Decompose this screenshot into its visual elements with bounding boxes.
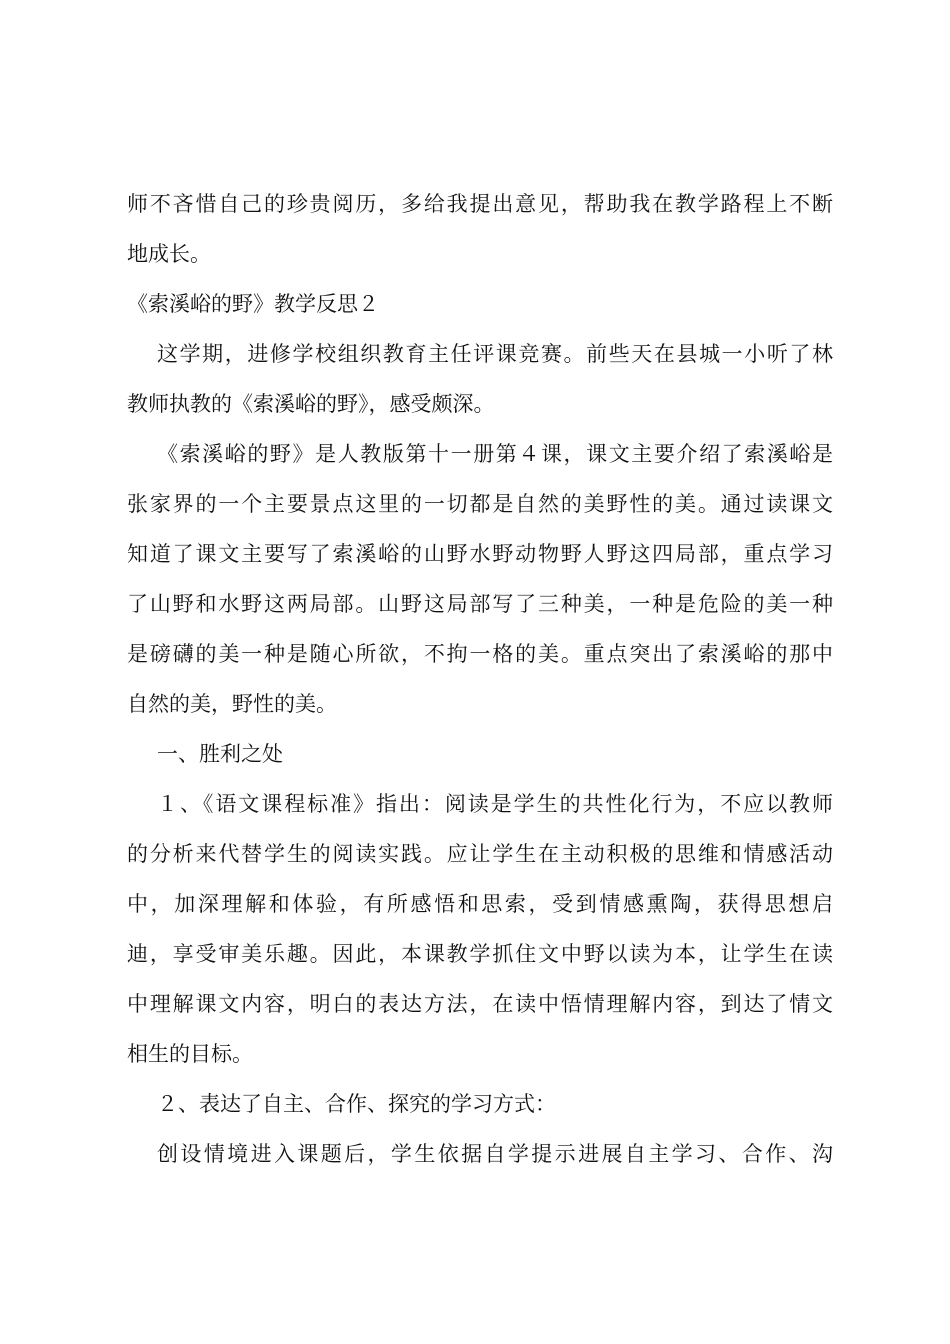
- text-line: [127, 1032, 833, 1082]
- text-line: [127, 332, 833, 382]
- text-line: [127, 382, 833, 432]
- text-line-content: 的分析来代替学生的阅读实践。应让学生在主动积极的思维和情感活动: [127, 842, 833, 866]
- text-line-content: 是磅礴的美一种是随心所欲，不拘一格的美。重点突出了索溪峪的那中: [127, 642, 833, 666]
- text-line: [127, 232, 833, 282]
- text-line-content: 迪，享受审美乐趣。因此，本课教学抓住文中野以读为本，让学生在读: [127, 942, 833, 966]
- text-line: [127, 982, 833, 1032]
- text-line-content: 知道了课文主要写了索溪峪的山野水野动物野人野这四局部，重点学习: [127, 542, 833, 566]
- text-line-content: 中，加深理解和体验，有所感悟和思索，受到情感熏陶，获得思想启: [127, 892, 833, 916]
- text-line: [127, 532, 833, 582]
- text-line-content: 地成长。: [127, 242, 211, 266]
- text-line-content: 相生的目标。: [127, 1042, 253, 1066]
- subsection-heading-text: 一、胜利之处: [157, 742, 283, 766]
- text-line-content: 中理解课文内容，明白的表达方法，在读中悟情理解内容，到达了情文: [127, 992, 833, 1016]
- text-line-content: 《索溪峪的野》是人教版第十一册第４课，课文主要介绍了索溪峪是: [157, 442, 833, 466]
- text-line: [127, 1132, 833, 1182]
- text-line: [127, 882, 833, 932]
- section-title: [127, 282, 833, 332]
- text-line: [127, 582, 833, 632]
- text-line-content: 师不吝惜自己的珍贵阅历，多给我提出意见，帮助我在教学路程上不断: [127, 192, 833, 216]
- section-title-text: 《索溪峪的野》教学反思２: [127, 292, 379, 316]
- text-line-content: ２、表达了自主、合作、探究的学习方式：: [157, 1092, 556, 1116]
- document-body: [127, 182, 833, 1182]
- text-line-content: 创设情境进入课题后，学生依据自学提示进展自主学习、合作、沟: [157, 1142, 833, 1166]
- text-line: [127, 682, 833, 732]
- text-line: [127, 932, 833, 982]
- text-line: [127, 832, 833, 882]
- text-line-content: 这学期，进修学校组织教育主任评课竞赛。前些天在县城一小听了林: [157, 342, 833, 366]
- text-line: [127, 1082, 833, 1132]
- text-line: [127, 632, 833, 682]
- text-line-content: 教师执教的《索溪峪的野》，感受颇深。: [127, 392, 495, 416]
- text-line: [127, 432, 833, 482]
- text-line: [127, 182, 833, 232]
- subsection-heading: [127, 732, 833, 782]
- text-line-content: 了山野和水野这两局部。山野这局部写了三种美，一种是危险的美一种: [127, 592, 833, 616]
- text-line: [127, 782, 833, 832]
- text-line-content: 自然的美，野性的美。: [127, 692, 337, 716]
- text-line: [127, 482, 833, 532]
- text-line-content: 张家界的一个主要景点这里的一切都是自然的美野性的美。通过读课文: [127, 492, 833, 516]
- text-line-content: １、《语文课程标准》指出：阅读是学生的共性化行为，不应以教师: [157, 792, 833, 816]
